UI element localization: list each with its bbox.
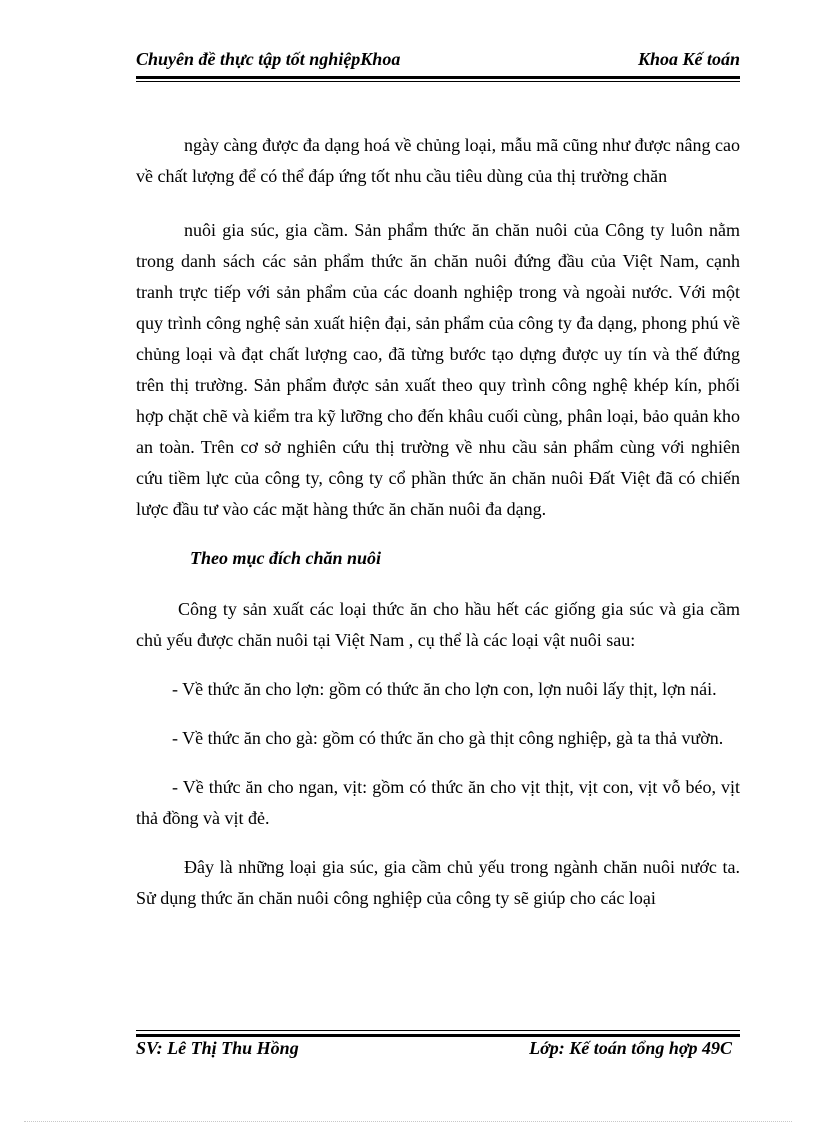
bullet-pig-feed: - Về thức ăn cho lợn: gồm có thức ăn cho lợn con, lợn nuôi lấy thịt, lợn nái. xyxy=(172,679,717,699)
header-department: Khoa Kế toán xyxy=(637,49,740,69)
section-heading: Theo mục đích chăn nuôi xyxy=(190,548,382,568)
bullet-chicken-feed: - Về thức ăn cho gà: gồm có thức ăn cho gà thịt công nghiệp, gà ta thả vườn. xyxy=(172,728,724,748)
paragraph-livestock: Công ty sản xuất các loại thức ăn cho hầu hết các giống gia súc và gia cầm chủ yếu được chăn nuôi tại Việt Nam , cụ thể là các loại vật nuôi sau: xyxy=(136,599,740,650)
footer-student: SV: Lê Thị Thu Hồng xyxy=(136,1038,299,1058)
bullet-duck-feed: - Về thức ăn cho ngan, vịt: gồm có thức ăn cho vịt thịt, vịt con, vịt vỗ béo, vịt thả đồng và vịt đẻ. xyxy=(136,777,740,828)
header-title: Chuyên đề thực tập tốt nghiệpKhoa xyxy=(136,49,401,69)
page-header xyxy=(136,46,740,74)
footer-divider xyxy=(136,1034,740,1037)
paragraph-summary: Đây là những loại gia súc, gia cầm chủ yếu trong ngành chăn nuôi nước ta. Sử dụng thức ăn chăn nuôi công nghiệp của công ty sẽ giúp cho các loại xyxy=(136,857,740,908)
footer-class: Lớp: Kế toán tổng hợp 49C xyxy=(529,1038,732,1058)
page-footer xyxy=(136,1038,740,1064)
paragraph-products: nuôi gia súc, gia cầm. Sản phẩm thức ăn chăn nuôi của Công ty luôn nằm trong danh sách các sản phẩm thức ăn chăn nuôi đứng đầu của Việt Nam, cạnh tranh trực tiếp với sản phẩm của các doanh nghiệp trong và ngoài nước. Với một quy trình công nghệ sản xuất hiện đại, sản phẩm của công ty đa dạng, phong phú về chủng loại và đạt chất lượng cao, đã từng bước tạo dựng được uy tín và thế đứng trên thị trường. Sản phẩm được sản xuất theo quy trình công nghệ khép kín, phối hợp chặt chẽ và kiểm tra kỹ lưỡng cho đến khâu cuối cùng, phân loại, bảo quản kho an toàn. Trên cơ sở nghiên cứu thị trường về nhu cầu sản phẩm cùng với nghiên cứu tiềm lực của công ty, công ty cổ phần thức ăn chăn nuôi Đất Việt đã có chiến lược đầu tư vào các mặt hàng thức ăn chăn nuôi đa dạng. xyxy=(136,220,740,519)
footer-divider-thin xyxy=(136,1030,740,1031)
header-divider-thin xyxy=(136,81,740,82)
page-body xyxy=(136,130,740,914)
page-edge-dotted-line xyxy=(24,1121,792,1122)
header-divider xyxy=(136,76,740,79)
paragraph-intro: ngày càng được đa dạng hoá về chủng loại, mẫu mã cũng như được nâng cao về chất lượng để có thể đáp ứng tốt nhu cầu tiêu dùng của thị trường chăn xyxy=(136,135,740,186)
